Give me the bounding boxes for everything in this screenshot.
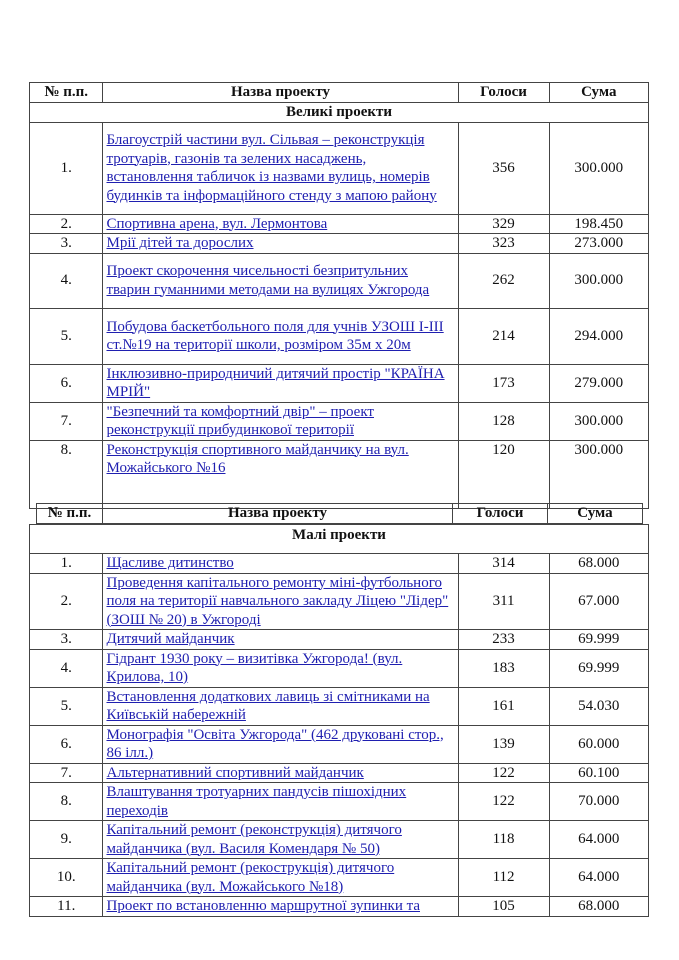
row-votes: 173 bbox=[458, 364, 549, 402]
table-row bbox=[30, 122, 649, 214]
section-row-small bbox=[30, 525, 649, 554]
row-votes: 262 bbox=[458, 253, 549, 308]
row-sum: 67.000 bbox=[549, 573, 648, 630]
project-link[interactable]: Щасливе дитинство bbox=[106, 555, 234, 571]
column-header-votes: Голоси bbox=[458, 83, 549, 103]
row-sum: 273.000 bbox=[549, 234, 648, 254]
table-row bbox=[30, 897, 649, 917]
row-num: 7. bbox=[30, 763, 103, 783]
row-sum: 68.000 bbox=[549, 554, 648, 574]
row-num: 9. bbox=[30, 821, 103, 859]
project-link[interactable]: Проект скорочення чисельності безпритульних тварин гуманними методами на вулицях Ужгорода bbox=[106, 263, 430, 298]
table-row bbox=[30, 253, 649, 308]
row-sum: 69.999 bbox=[549, 630, 648, 650]
row-sum: 64.000 bbox=[549, 859, 648, 897]
table-row bbox=[30, 763, 649, 783]
project-link[interactable]: Влаштування тротуарних пандусів пішохідних переходів bbox=[106, 784, 407, 819]
row-num: 6. bbox=[30, 364, 103, 402]
project-link[interactable]: Дитячий майданчик bbox=[106, 631, 235, 647]
row-votes: 112 bbox=[458, 859, 549, 897]
row-num: 6. bbox=[30, 725, 103, 763]
row-sum: 60.000 bbox=[549, 725, 648, 763]
row-votes: 356 bbox=[458, 122, 549, 214]
row-num: 5. bbox=[30, 687, 103, 725]
project-link[interactable]: Проект по встановленню маршрутної зупинки та bbox=[106, 898, 420, 914]
project-link[interactable]: "Безпечний та комфортний двір" – проект реконструкції прибудинкової території bbox=[106, 403, 374, 438]
table-row bbox=[30, 649, 649, 687]
row-num: 3. bbox=[30, 234, 103, 254]
row-votes: 311 bbox=[458, 573, 549, 630]
row-num: 3. bbox=[30, 630, 103, 650]
row-votes: 314 bbox=[458, 554, 549, 574]
table-header-row bbox=[37, 504, 643, 524]
section-title-large: Великі проекти bbox=[30, 103, 649, 123]
row-num: 8. bbox=[30, 440, 103, 508]
table-row bbox=[30, 725, 649, 763]
table-row bbox=[30, 687, 649, 725]
column-header-name: Назва проекту bbox=[103, 83, 458, 103]
row-sum: 279.000 bbox=[549, 364, 648, 402]
row-num: 11. bbox=[30, 897, 103, 917]
row-num: 8. bbox=[30, 783, 103, 821]
row-num: 4. bbox=[30, 649, 103, 687]
row-votes: 118 bbox=[458, 821, 549, 859]
row-sum: 300.000 bbox=[549, 440, 648, 508]
row-sum: 60.100 bbox=[549, 763, 648, 783]
project-link[interactable]: Побудова баскетбольного поля для учнів УЗОШ І-ІІІ ст.№19 на території школи, розміром 35м х 20м bbox=[106, 318, 444, 353]
row-votes: 233 bbox=[458, 630, 549, 650]
row-sum: 54.030 bbox=[549, 687, 648, 725]
table-row bbox=[30, 308, 649, 364]
table-row bbox=[30, 573, 649, 630]
table-row bbox=[30, 402, 649, 440]
project-link[interactable]: Капітальний ремонт (рекострукція) дитячого майданчика (вул. Можайського №18) bbox=[106, 860, 395, 895]
row-votes: 161 bbox=[458, 687, 549, 725]
project-link[interactable]: Встановлення додаткових лавиць зі смітниками на Київській набережній bbox=[106, 688, 430, 723]
project-link[interactable]: Благоустрій частини вул. Сільвая – реконструкція тротуарів, газонів та зелених насаджень, встановлення табличок із назвами вулиць, номерів будинків та інформаційного стенду з мапою району bbox=[106, 132, 437, 204]
row-num: 1. bbox=[30, 554, 103, 574]
column-header-num: № п.п. bbox=[37, 504, 103, 524]
project-link[interactable]: Капітальний ремонт (реконструкція) дитячого майданчика (вул. Василя Комендаря № 50) bbox=[106, 822, 402, 857]
row-sum: 198.450 bbox=[549, 214, 648, 234]
column-header-name: Назва проекту bbox=[103, 504, 453, 524]
column-header-sum: Сума bbox=[549, 83, 648, 103]
row-num: 7. bbox=[30, 402, 103, 440]
column-header-num: № п.п. bbox=[30, 83, 103, 103]
column-header-sum: Сума bbox=[548, 504, 643, 524]
table-row bbox=[30, 214, 649, 234]
table-row bbox=[30, 783, 649, 821]
table-row bbox=[30, 821, 649, 859]
row-sum: 294.000 bbox=[549, 308, 648, 364]
table-row bbox=[30, 630, 649, 650]
table-row bbox=[30, 440, 649, 508]
table-header-row bbox=[30, 83, 649, 103]
row-votes: 122 bbox=[458, 763, 549, 783]
row-sum: 300.000 bbox=[549, 122, 648, 214]
row-votes: 214 bbox=[458, 308, 549, 364]
section-title-small: Малі проекти bbox=[30, 525, 649, 554]
row-votes: 323 bbox=[458, 234, 549, 254]
row-sum: 69.999 bbox=[549, 649, 648, 687]
row-votes: 329 bbox=[458, 214, 549, 234]
row-votes: 122 bbox=[458, 783, 549, 821]
project-link[interactable]: Спортивна арена, вул. Лермонтова bbox=[106, 215, 328, 232]
row-votes: 105 bbox=[458, 897, 549, 917]
row-sum: 68.000 bbox=[549, 897, 648, 917]
row-sum: 300.000 bbox=[549, 402, 648, 440]
table-row bbox=[30, 234, 649, 254]
table-row bbox=[30, 554, 649, 574]
row-votes: 139 bbox=[458, 725, 549, 763]
column-header-votes: Голоси bbox=[453, 504, 548, 524]
table-row bbox=[30, 859, 649, 897]
row-num: 10. bbox=[30, 859, 103, 897]
project-link[interactable]: Монографія "Освіта Ужгорода" (462 друковані стор., 86 ілл.) bbox=[106, 726, 444, 761]
row-votes: 128 bbox=[458, 402, 549, 440]
project-link[interactable]: Мрії дітей та дорослих bbox=[106, 235, 254, 251]
row-votes: 120 bbox=[458, 440, 549, 508]
section-row-large bbox=[30, 103, 649, 123]
row-votes: 183 bbox=[458, 649, 549, 687]
small-projects-table bbox=[29, 524, 649, 917]
row-num: 5. bbox=[30, 308, 103, 364]
project-link[interactable]: Проведення капітального ремонту міні-футбольного поля на території навчального закладу Ліцею "Лідер" (ЗОШ № 20) в Ужгороді bbox=[106, 574, 449, 628]
table-row bbox=[30, 364, 649, 402]
row-num: 2. bbox=[30, 214, 103, 234]
row-sum: 64.000 bbox=[549, 821, 648, 859]
project-link[interactable]: Інклюзивно-природничий дитячий простір "КРАЇНА МРІЙ" bbox=[106, 365, 445, 400]
large-projects-table bbox=[29, 82, 649, 509]
project-link[interactable]: Альтернативний спортивний майданчик bbox=[106, 764, 364, 781]
row-sum: 70.000 bbox=[549, 783, 648, 821]
project-link[interactable]: Реконструкція спортивного майданчику на вул. Можайського №16 bbox=[106, 441, 409, 476]
row-num: 4. bbox=[30, 253, 103, 308]
project-link[interactable]: Гідрант 1930 року – визитівка Ужгорода! (вул. Крилова, 10) bbox=[106, 650, 403, 685]
row-num: 1. bbox=[30, 122, 103, 214]
row-num: 2. bbox=[30, 573, 103, 630]
row-sum: 300.000 bbox=[549, 253, 648, 308]
small-projects-header bbox=[36, 503, 643, 524]
